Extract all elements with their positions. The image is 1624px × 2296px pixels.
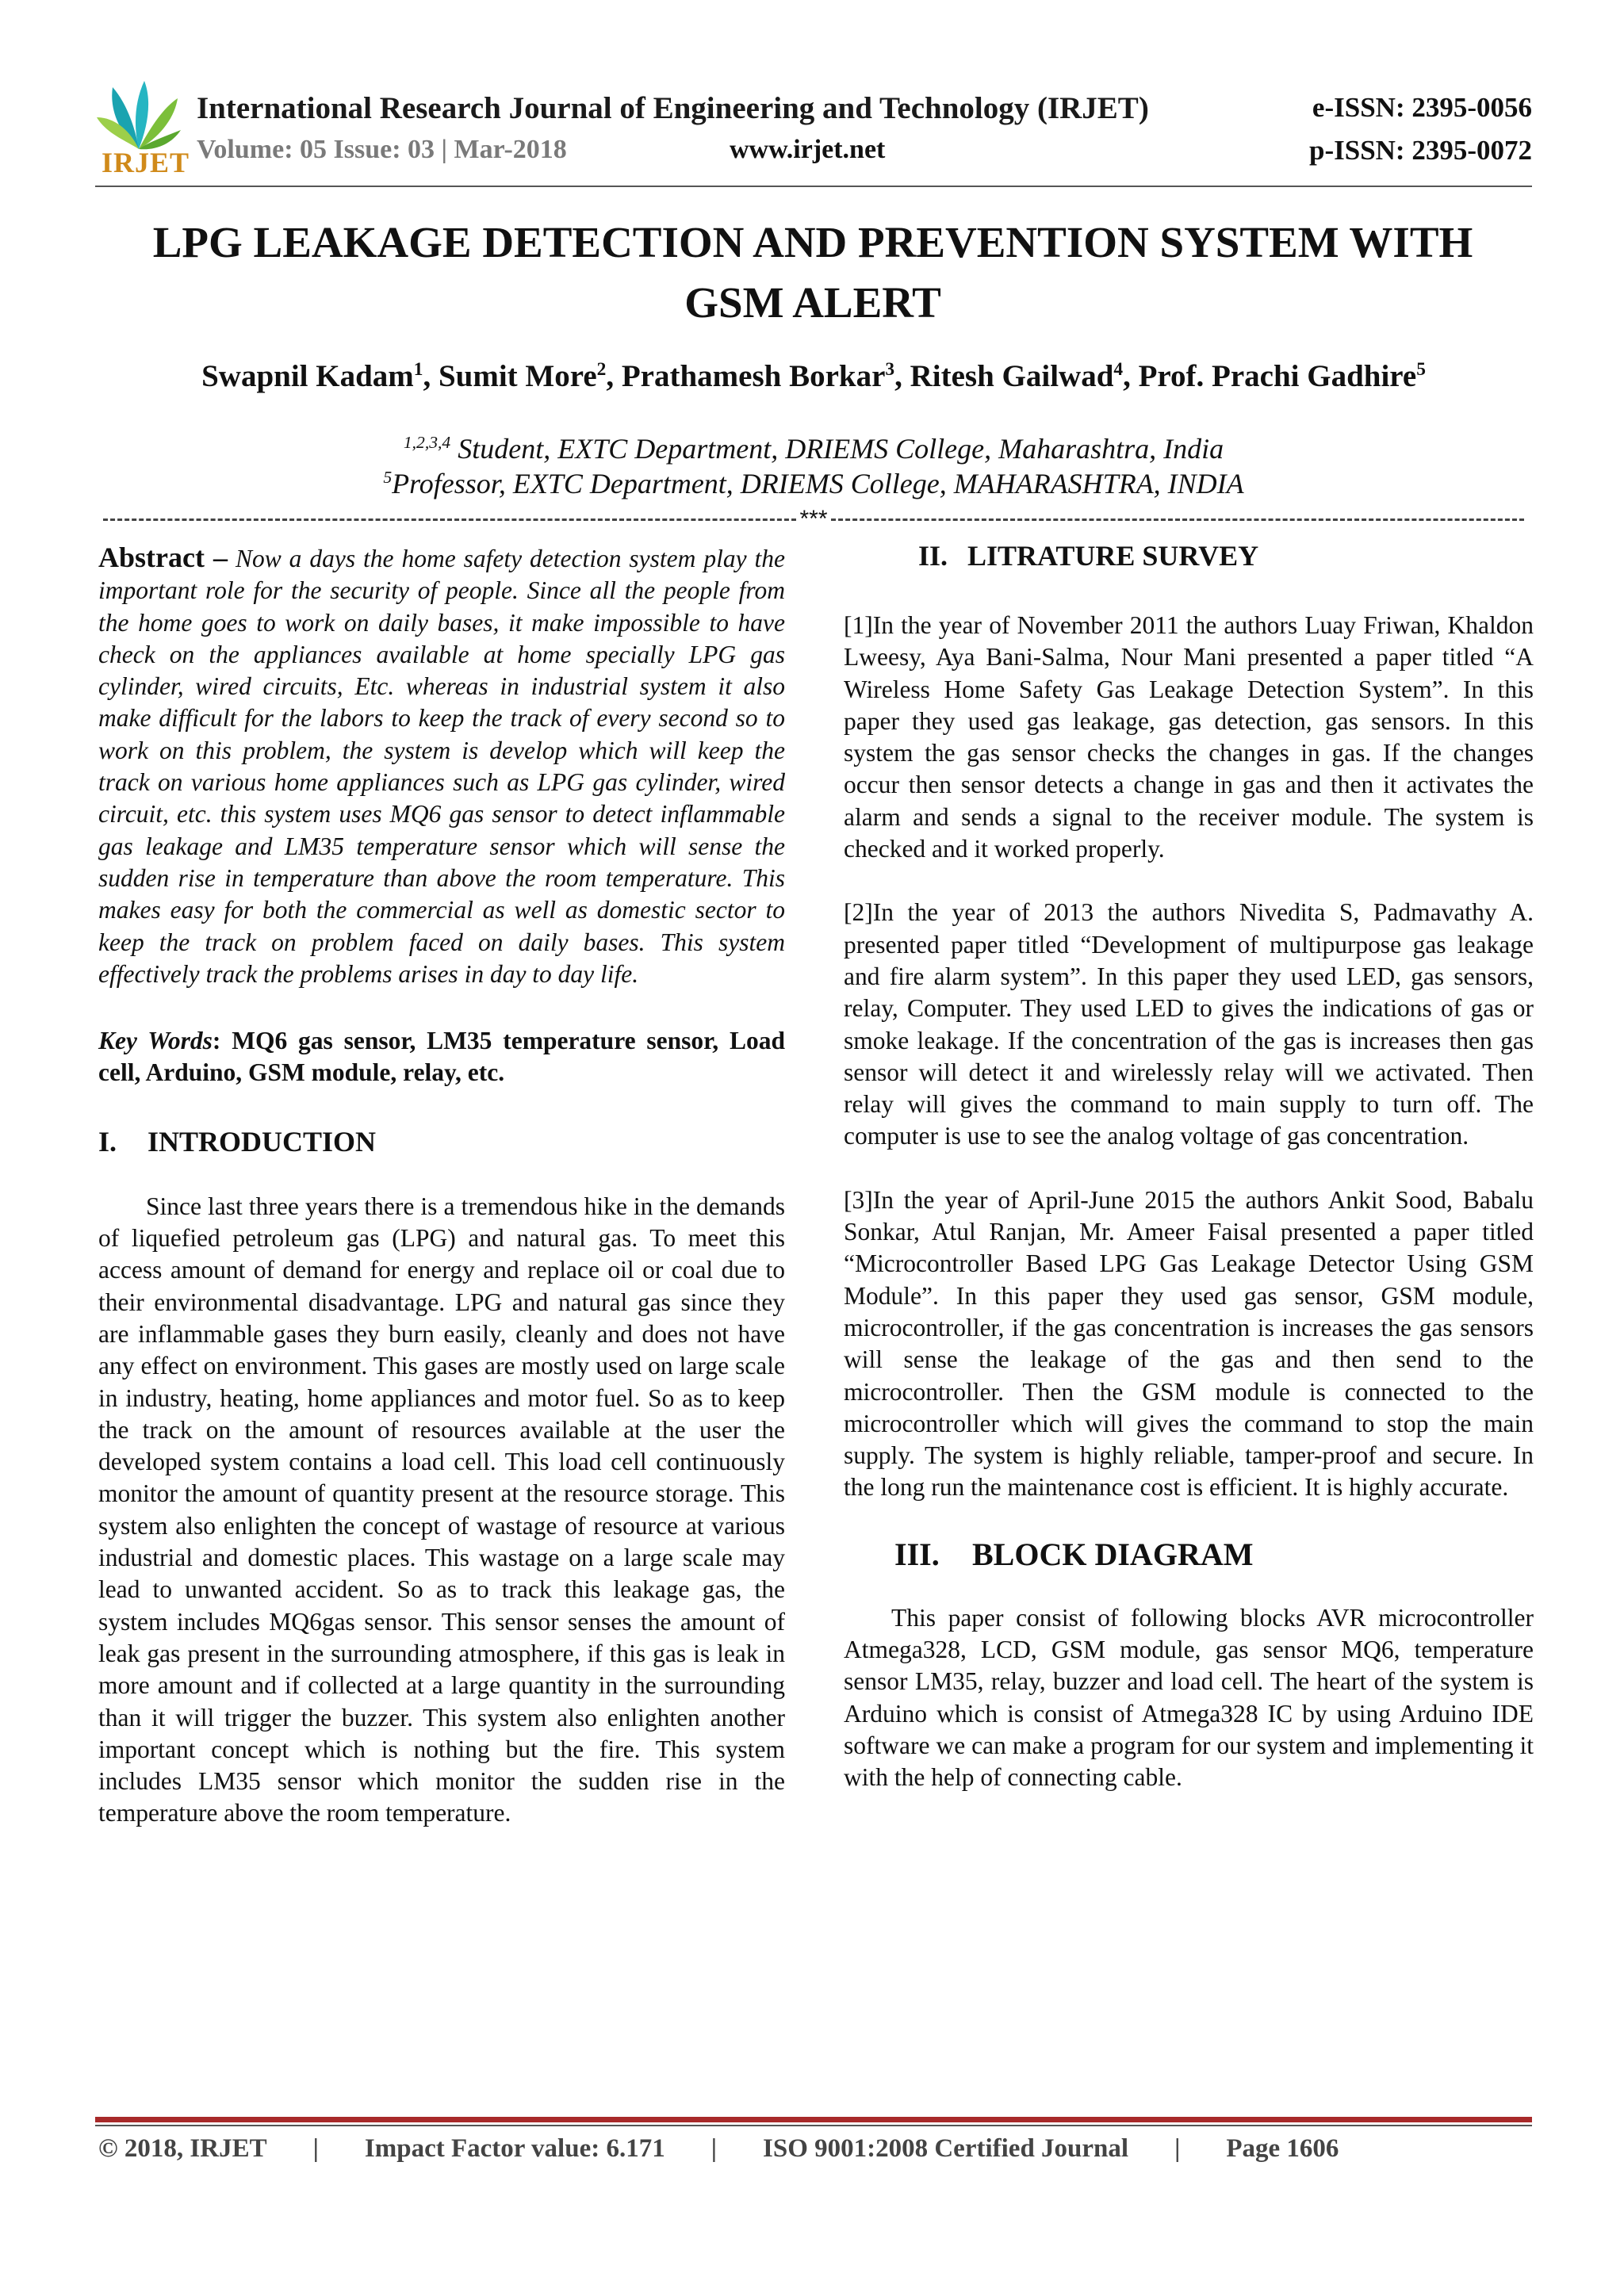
keywords-text: MQ6 gas sensor, LM35 temperature sensor, Load cell, Arduino, GSM module, relay, etc. [98,1027,785,1087]
author: Prof. Prachi Gadhire$^5$ [1138,359,1426,393]
footer-rule-red [95,2117,1532,2122]
leaf-logo-icon [95,78,182,154]
e-issn: e-ISSN: 2395-0056 [1312,92,1532,123]
keywords: Key Words: MQ6 gas sensor, LM35 temperature sensor, Load cell, Arduino, GSM module, relay, etc. [98,1027,785,1087]
abstract [98,541,785,990]
author: Sumit More$^2$ [438,359,607,393]
section-heading-literature-survey: II. LITRATURE SURVEY [918,540,1259,572]
abstract-label: Abstract – [98,541,228,573]
author: Ritesh Gailwad$^4$ [910,359,1124,393]
author-list: Swapnil Kadam$^1$, Sumit More$^2$, Prathamesh Borkar$^3$, Ritesh Gailwad$^4$, Prof. Prachi Gadhire$^5$ [201,359,1426,393]
website-link[interactable]: www.irjet.net [730,135,886,164]
iso-certification: ISO 9001:2008 Certified Journal [763,2134,1129,2163]
affiliation-students: $^{1,2,3,4}$ Student, EXTC Department, DRIEMS College, Maharashtra, India [403,433,1224,465]
p-issn: p-ISSN: 2395-0072 [1308,135,1532,166]
section-separator: *** [103,506,1524,533]
paper-title: LPG LEAKAGE DETECTION AND PREVENTION SYSTEM WITH GSM ALERT [152,218,1473,327]
logo-text: IRJET [102,147,190,178]
irjet-logo [95,78,190,178]
journal-name: International Research Journal of Engineering and Technology (IRJET) [197,91,1149,125]
block-diagram-text: This paper consist of following blocks AVR microcontroller Atmega328, LCD, GSM module, gas sensor MQ6, temperature sensor LM35, relay, buzzer and load cell. The heart of the system is Arduino which is consist of Atmega328 IC by using Arduino IDE software we can make a program for our system and implementing it with the help of connecting cable. [844,1603,1534,1792]
header-rule [95,186,1532,187]
affiliation-professor: $^5$Professor, EXTC Department, DRIEMS College, MAHARASHTRA, INDIA [383,468,1244,499]
right-column [844,541,1534,1794]
page-number: Page 1606 [1226,2134,1339,2163]
author: Swapnil Kadam$^1$ [201,359,423,393]
reference-2: [2]In the year of 2013 the authors Nivedita S, Padmavathy A. presented paper titled “Development of multipurpose gas leakage and fire alarm system”. In this paper they used LED, gas sensors, relay, Computer. They used LED to gives the indications of gas or smoke leakage. If the concentration of the gas is increases then gas sensor will detect it and wirelessly relay will we activated. Then relay will gives the command to main supply to turn off. The computer is use to see the analog voltage of gas concentration. [844,898,1534,1150]
copyright: © 2018, IRJET [98,2134,267,2163]
section-heading-introduction: I. INTRODUCTION [98,1125,377,1158]
footer-rule [95,2125,1532,2126]
introduction-text: Since last three years there is a tremendous hike in the demands of liquefied petroleum gas (LPG) and natural gas. To meet this access amount of demand for energy and replace oil or coal due to their environmental disadvantage. LPG and natural gas since they are inflammable gases they burn easily, cleanly and does not have any effect on environment. This gases are mostly used on large scale in industry, heating, home appliances and motor fuel. So as to keep the track on the amount of resources available at the user the developed system contains a load cell. This load cell continuously monitor the amount of quantity present at the resource storage. This system also enlighten the concept of wastage of resource at various industrial and domestic places. This wastage on a large scale may lead to unwanted accident. So as to track this leakage gas, the system includes MQ6gas sensor. This sensor senses the amount of leak gas present in the surrounding atmosphere, if this gas is leak in more amount and if collected at a large quantity in the surrounding than it will trigger the buzzer. This system also enlighten another important concept which is nothing but the fire. This system includes LM35 sensor which monitor the sudden rise in the temperature above the room temperature. [98,1192,785,1827]
section-heading-block-diagram: III. BLOCK DIAGRAM [894,1536,1254,1572]
author: Prathamesh Borkar$^3$ [621,359,895,393]
reference-3: [3]In the year of April-June 2015 the authors Ankit Sood, Babalu Sonkar, Atul Ranjan, Mr. Ameer Faisal presented a paper titled “Microcontroller Based LPG Gas Leakage Detector Using GSM Module”. In this paper they used gas sensor, GSM module, microcontroller, if the gas concentration is increases the gas sensors will sense the leakage of the gas and then send to the microcontroller. Then the GSM module is connected to the microcontroller which will gives the command to stop the main supply. The system is highly reliable, tamper-proof and secure. In the long run the maintenance cost is efficient. It is highly accurate. [844,1185,1534,1502]
reference-1: [1]In the year of November 2011 the authors Luay Friwan, Khaldon Lweesy, Aya Bani-Salma, Nour Mani presented a paper titled “A Wireless Home Safety Gas Leakage Detection System”. In this paper they used gas leakage, gas detection, gas sensors. In this system the gas sensor checks the changes in gas. If the changes occur then sensor detects a change in gas and then it activates the alarm and sends a signal to the receiver module. The system is checked and it worked properly. [844,611,1534,863]
impact-factor: Impact Factor value: 6.171 [364,2134,665,2163]
journal-header [95,71,1532,181]
left-column [98,541,785,1830]
abstract-text: Now a days the home safety detection system play the important role for the security of people. Since all the people from the home goes to work on daily bases, it make impossible to have check on the appliances available at home specially LPG gas cylinder, wired circuits, Etc. whereas in industrial system it also make difficult for the labors to keep the track of every second so to work on this problem, the system is develop which will keep the track on various home appliances such as LPG gas cylinder, wired circuit, etc. this system uses MQ6 gas sensor to detect inflammable gas leakage and LM35 temperature sensor which will sense the sudden rise in temperature than above the room temperature. This makes easy for both the commercial as well as domestic sector to keep the track on problem faced on daily bases. This system effectively track the problems arises in day to day life. [98,545,785,988]
page-footer: © 2018, IRJET | Impact Factor value: 6.171 | ISO 9001:2008 Certified Journal | Page 1606 [98,2134,1339,2163]
volume-issue: Volume: 05 Issue: 03 | Mar-2018 [197,135,567,164]
